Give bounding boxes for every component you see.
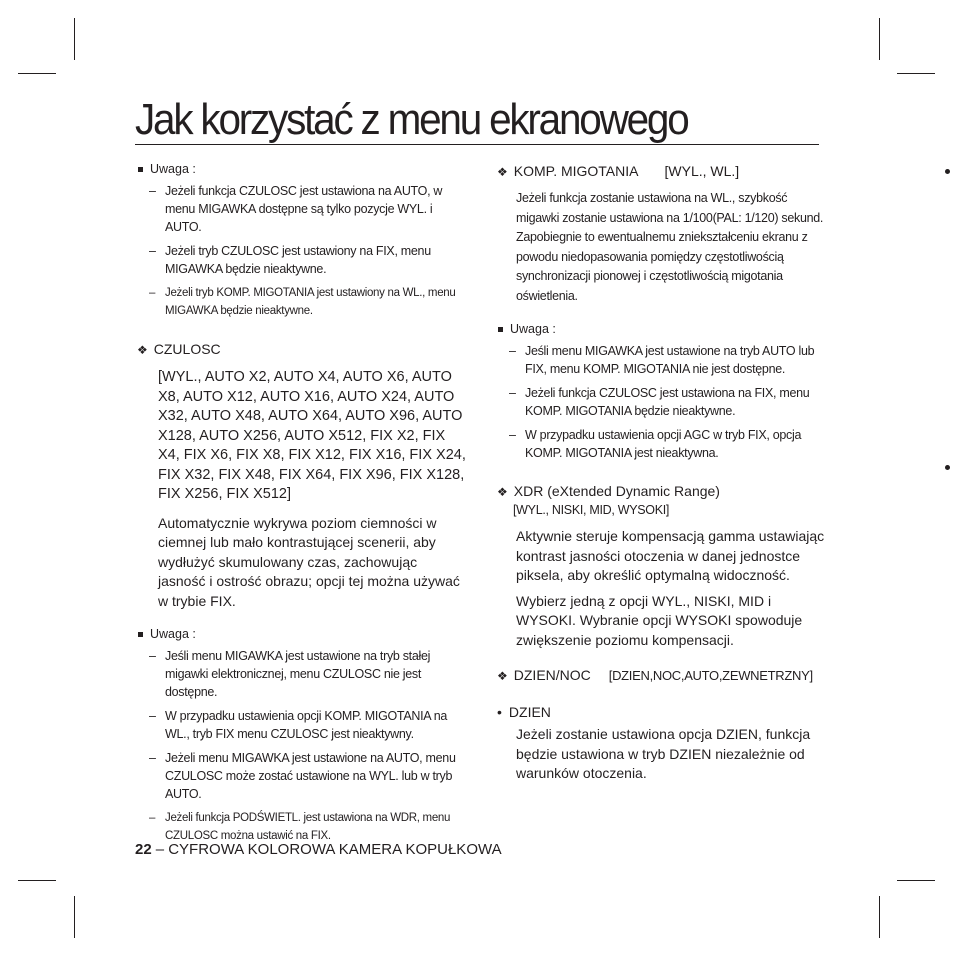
section-heading-dzien-noc: ❖ DZIEN/NOC [DZIEN,NOC,AUTO,ZEWNETRZNY] [497, 667, 813, 683]
section-heading-xdr: ❖ XDR (eXtended Dynamic Range) [497, 483, 720, 499]
note-heading: Uwaga : [497, 322, 827, 336]
note-item: – Jeżeli funkcja PODŚWIETL. jest ustawiona na WDR, menu CZULOSC można ustawić na FIX. [149, 812, 451, 842]
right-column [497, 162, 827, 784]
note-item: – W przypadku ustawienia opcji AGC w tryb FIX, opcja KOMP. MIGOTANIA jest nieaktywna. [509, 428, 802, 460]
section-heading-komp: ❖ KOMP. MIGOTANIA [WYL., WL.] [497, 163, 740, 179]
register-dot [945, 465, 950, 470]
left-column [137, 162, 467, 851]
note-item: – Jeżeli funkcja CZULOSC jest ustawiona na FIX, menu KOMP. MIGOTANIA będzie nieaktywne. [509, 386, 810, 418]
diamond-bullet-icon: ❖ [497, 485, 508, 499]
diamond-bullet-icon: ❖ [137, 343, 148, 357]
note-heading: Uwaga : [137, 162, 467, 176]
section-heading-czulosc: ❖ CZULOSC [137, 341, 221, 357]
crop-mark [897, 73, 935, 74]
diamond-bullet-icon: ❖ [497, 669, 508, 683]
dzien-description: Jeżeli zostanie ustawiona opcja DZIEN, funkcja będzie ustawiona w tryb DZIEN niezależnie od warunków otoczenia. [516, 726, 811, 781]
crop-mark [18, 73, 56, 74]
page-title-block [135, 96, 819, 145]
xdr-description: Aktywnie steruje kompensacją gamma ustawiając kontrast jasności otoczenia w danej jednostce piksela, aby określić optymalną widoczność. [516, 528, 825, 583]
crop-mark [897, 880, 935, 881]
crop-mark [18, 880, 56, 881]
note-item: – Jeśli menu MIGAWKA jest ustawione na tryb stałej migawki elektronicznej, menu CZULOSC nie jest dostępne. [149, 649, 431, 699]
xdr-options-description: Wybierz jedną z opcji WYL., NISKI, MID i WYSOKI. Wybranie opcji WYSOKI spowoduje zwiększenie poziomu kompensacji. [516, 592, 803, 648]
note-heading: Uwaga : [137, 627, 467, 641]
crop-mark [74, 896, 75, 938]
page-title: Jak korzystać z menu ekranowego [135, 95, 688, 144]
note-item: – Jeżeli menu MIGAWKA jest ustawione na AUTO, menu CZULOSC może zostać ustawione na WYL. lub w tryb AUTO. [149, 751, 456, 801]
crop-mark [74, 18, 75, 60]
page-footer [135, 841, 502, 858]
diamond-bullet-icon: ❖ [497, 165, 508, 179]
czulosc-description: Automatycznie wykrywa poziom ciemności w ciemnej lub mało kontrastującej scenerii, aby wydłużyć skumulowany czas, zachowując jasność i ostrość obrazu; opcji tej można używać w trybie FIX. [158, 514, 460, 609]
square-bullet-icon [138, 167, 143, 172]
square-bullet-icon [498, 327, 503, 332]
sub-heading-dzien: • DZIEN [497, 704, 551, 720]
note-item: – Jeżeli tryb CZULOSC jest ustawiony na FIX, menu MIGAWKA będzie nieaktywne. [149, 244, 431, 276]
register-dot [945, 169, 950, 174]
crop-mark [879, 896, 880, 938]
czulosc-options: [WYL., AUTO X2, AUTO X4, AUTO X6, AUTO X8, AUTO X12, AUTO X16, AUTO X24, AUTO X32, AUTO X48, AUTO X64, AUTO X96, AUTO X128, AUTO X256, AUTO X512, FIX X2, FIX X4, FIX X6, FIX X8, FIX X12, FIX X16, FIX X24, FIX X32, FIX X48, FIX X64, FIX X96, FIX X128, FIX X256, FIX X512] [158, 369, 466, 502]
note-item: – Jeżeli tryb KOMP. MIGOTANIA jest ustawiony na WL., menu MIGAWKA będzie nieaktywne. [149, 287, 456, 317]
page-number: 22 [135, 841, 152, 858]
round-bullet-icon: • [497, 704, 502, 720]
note-item: – Jeśli menu MIGAWKA jest ustawione na tryb AUTO lub FIX, menu KOMP. MIGOTANIA nie jest dostępne. [509, 344, 815, 376]
footer-text: – CYFROWA KOLOROWA KAMERA KOPUŁKOWA [155, 841, 502, 858]
xdr-options: [WYL., NISKI, MID, WYSOKI] [513, 503, 670, 517]
square-bullet-icon [138, 632, 143, 637]
note-item: – Jeżeli funkcja CZULOSC jest ustawiona na AUTO, w menu MIGAWKA dostępne są tylko pozycje WYL. i AUTO. [149, 184, 443, 234]
komp-description: Jeżeli funkcja zostanie ustawiona na WL., szybkość migawki zostanie ustawiona na 1/100(PAL: 1/120) sekund. Zapobiegnie to ewentualnemu zniekształceniu ekranu z powodu niedopasowania pomiędzy częstotliwością synchronizacji pionowej i częstotliwością migotania oświetlenia. [516, 191, 824, 303]
crop-mark [879, 18, 880, 60]
note-item: – W przypadku ustawienia opcji KOMP. MIGOTANIA na WL., tryb FIX menu CZULOSC jest nieaktywny. [149, 709, 448, 741]
